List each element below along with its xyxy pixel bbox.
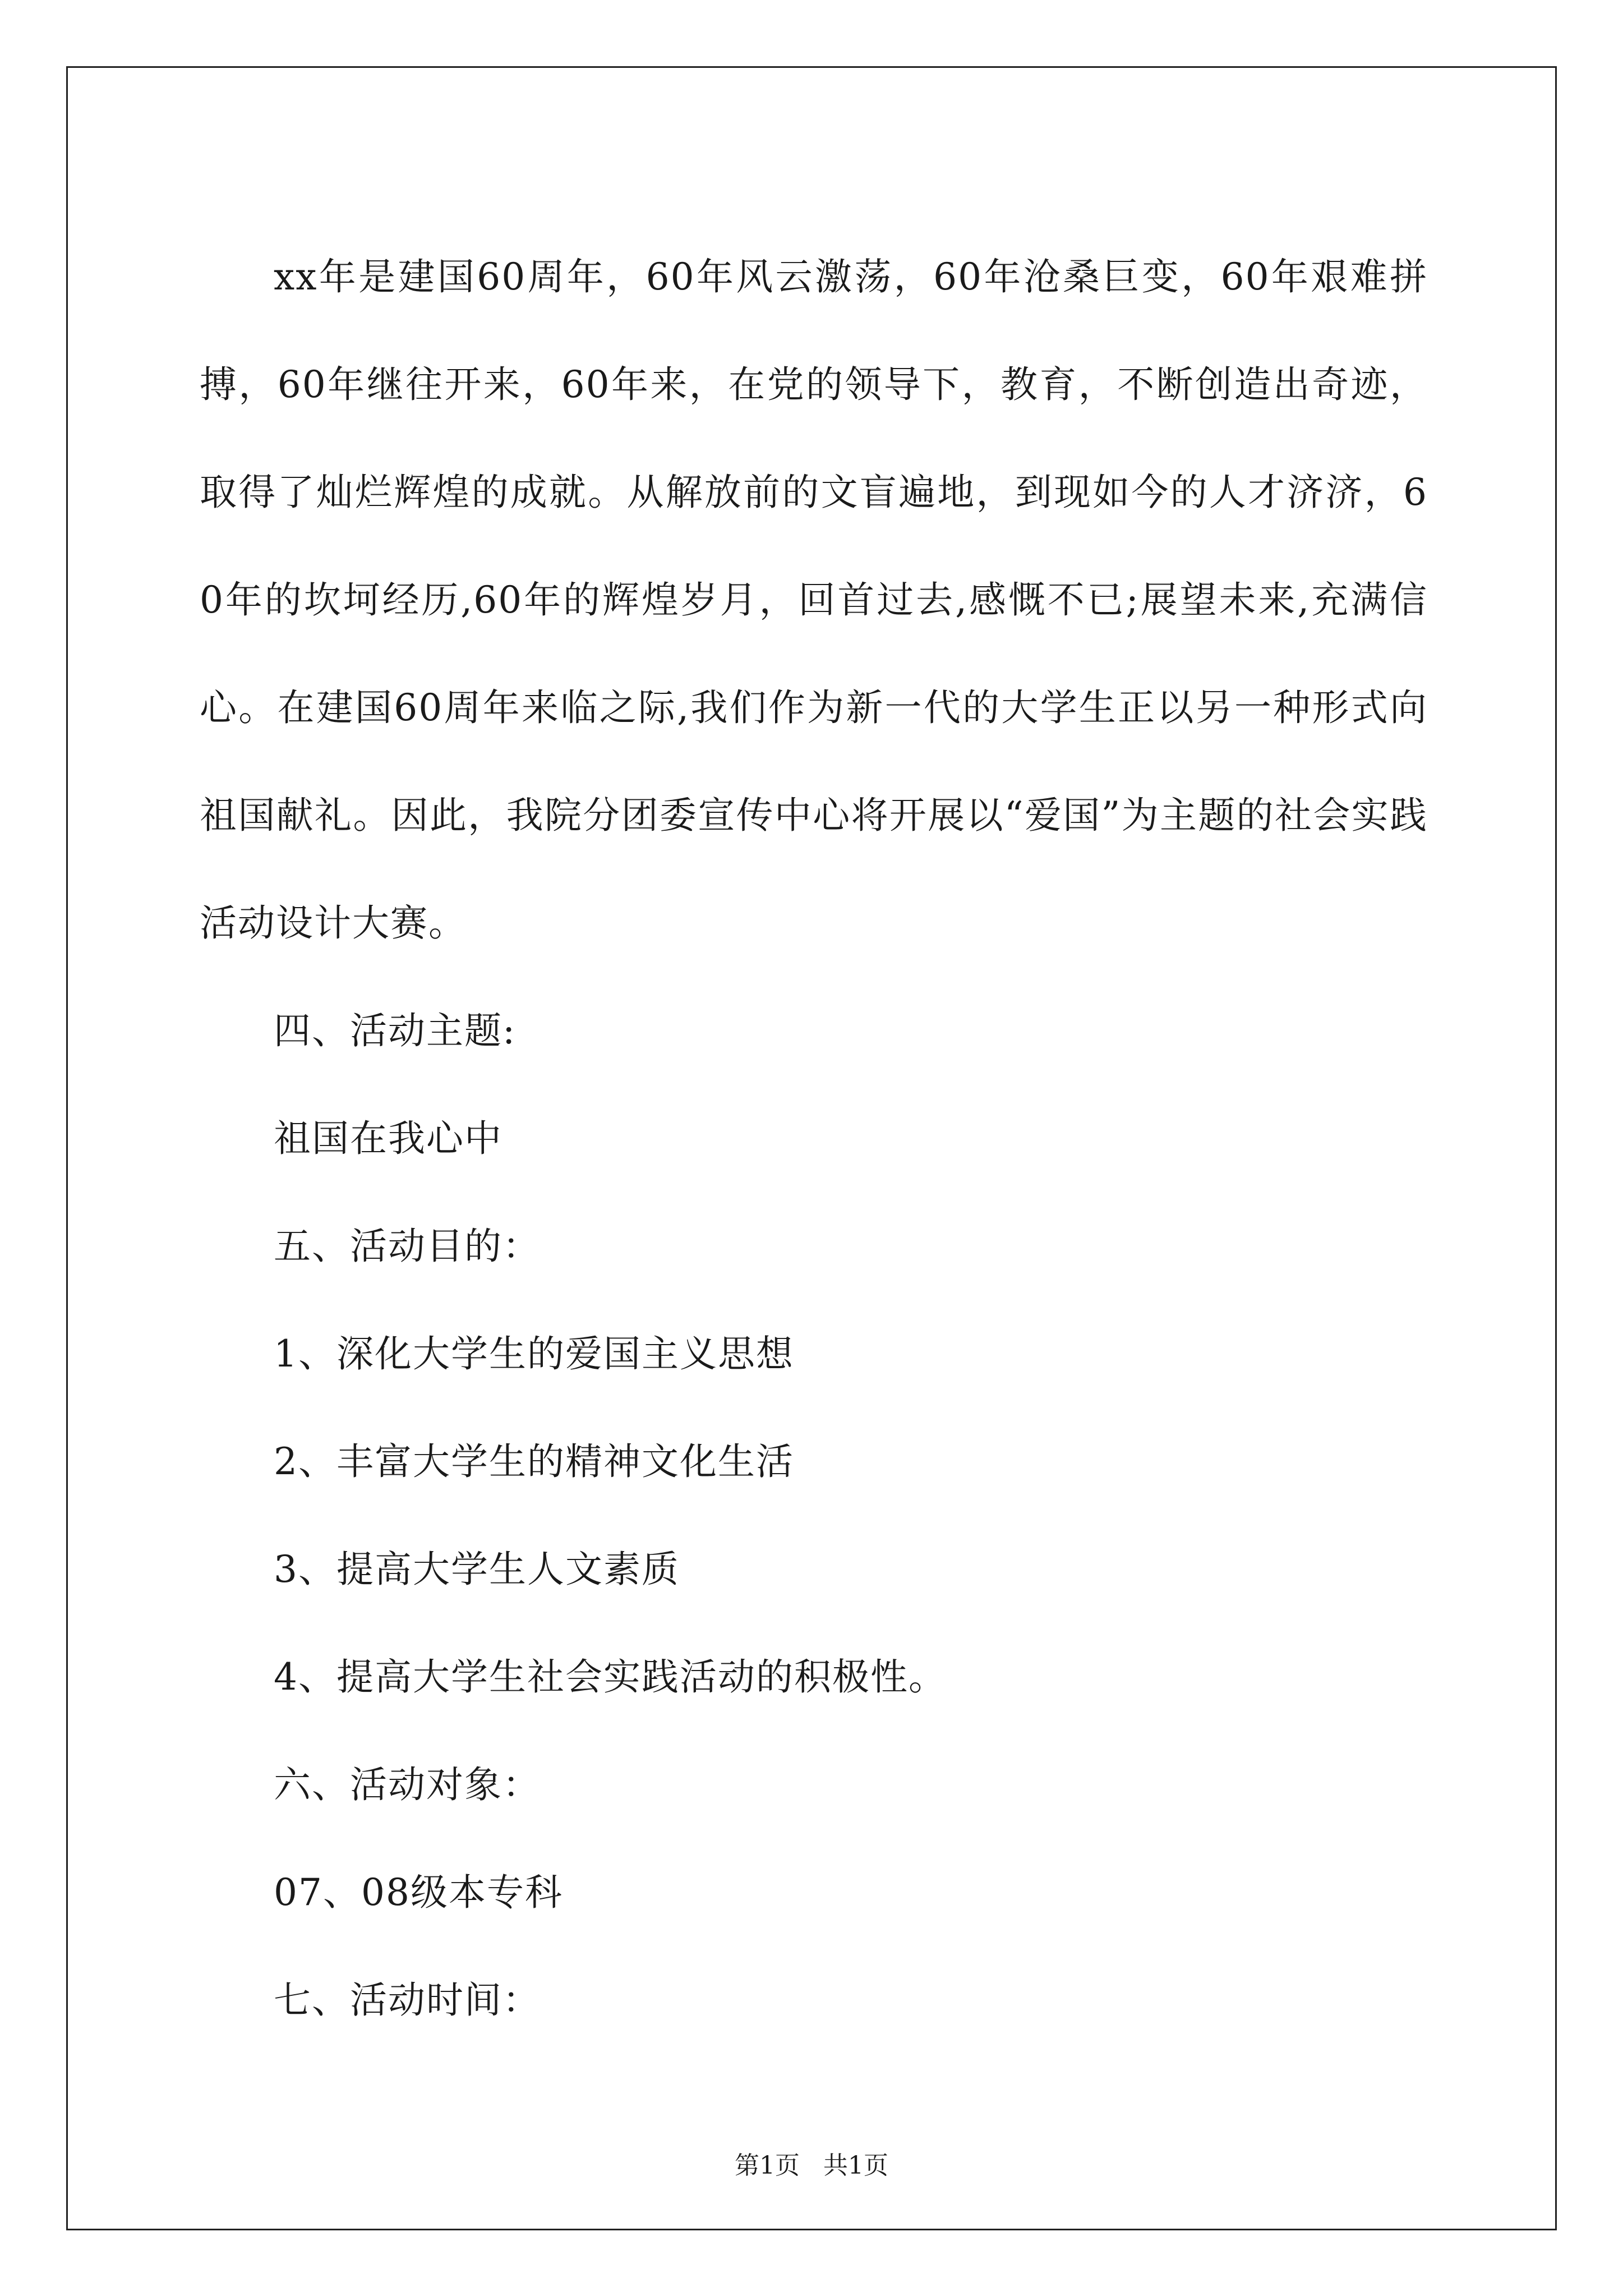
purpose-item-4: 4、提高大学生社会实践活动的积极性。 xyxy=(274,1655,947,1699)
page-total: 共1页 xyxy=(823,2151,888,2180)
section-heading-time: 七、活动时间： xyxy=(274,1978,541,2022)
section-heading-audience: 六、活动对象： xyxy=(274,1763,541,1806)
page-number: 第1页 xyxy=(735,2151,800,2180)
theme-text: 祖国在我心中 xyxy=(274,1117,502,1160)
document-body xyxy=(200,223,1428,2054)
purpose-item-2: 2、丰富大学生的精神文化生活 xyxy=(274,1440,794,1483)
section-heading-purpose: 五、活动目的： xyxy=(274,1225,541,1268)
intro-paragraph: xx年是建国60周年，60年风云激荡，60年沧桑巨变，60年艰难拼搏，60年继往开来，60年来，在党的领导下，教育，不断创造出奇迹，取得了灿烂辉煌的成就。从解放前的文盲遍地，到现如今的人才济济，60年的坎坷经历,60年的辉煌岁月，回首过去,感慨不已;展望未来,充满信心。在建国60周年来临之际,我们作为新一代的大学生正以另一种形式向祖国献礼。因此，我院分团委宣传中心将开展以“爱国”为主题的社会实践活动设计大赛。 xyxy=(200,255,1428,945)
section-heading-theme: 四、活动主题: xyxy=(274,1009,517,1052)
purpose-item-1: 1、深化大学生的爱国主义思想 xyxy=(274,1332,794,1375)
purpose-item-3: 3、提高大学生人文素质 xyxy=(274,1548,680,1591)
audience-text: 07、08级本专科 xyxy=(274,1871,563,1914)
page-footer xyxy=(0,2145,1623,2181)
